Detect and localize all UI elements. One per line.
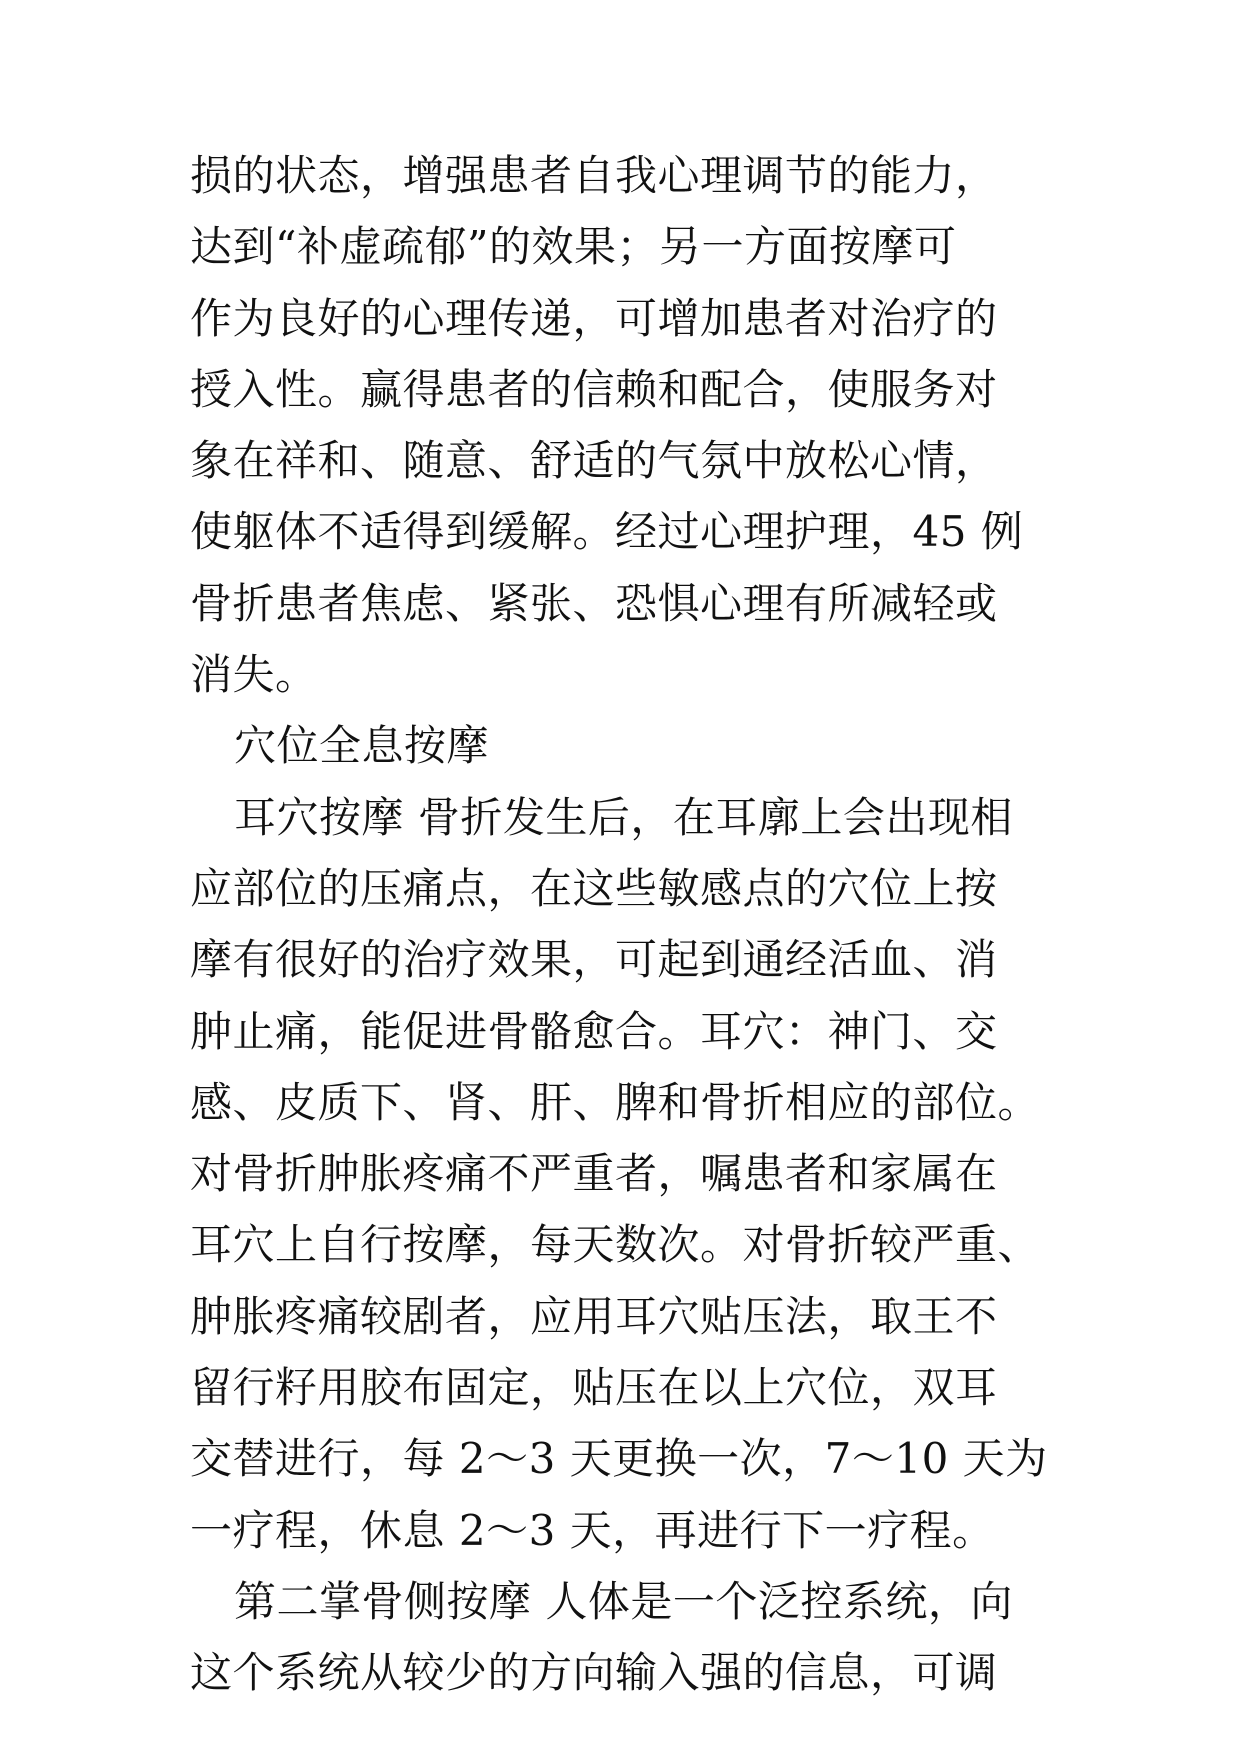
text-line: 交替进行，每 2～3 天更换一次，7～10 天为	[190, 1434, 1048, 1484]
text-line: 对骨折肿胀疼痛不严重者，嘱患者和家属在	[190, 1149, 998, 1199]
text-line: 达到“补虚疏郁”的效果；另一方面按摩可	[190, 222, 957, 272]
text-line: 摩有很好的治疗效果，可起到通经活血、消	[190, 935, 998, 985]
text-line: 一疗程，休息 2～3 天，再进行下一疗程。	[190, 1505, 995, 1555]
text-line: 消失。	[190, 650, 318, 700]
text-line: 象在祥和、随意、舒适的气氛中放松心情，	[190, 436, 998, 486]
text-line: 损的状态，增强患者自我心理调节的能力，	[190, 151, 998, 200]
body-text	[190, 140, 1070, 1709]
text-line: 肿胀疼痛较剧者，应用耳穴贴压法，取王不	[190, 1291, 998, 1341]
paragraph-start-line: 第二掌骨侧按摩 人体是一个泛控系统，向	[234, 1576, 1013, 1626]
text-line: 这个系统从较少的方向输入强的信息，可调	[190, 1648, 998, 1698]
text-line: 耳穴上自行按摩，每天数次。对骨折较严重、	[190, 1220, 1041, 1270]
text-line: 感、皮质下、肾、肝、脾和骨折相应的部位。	[190, 1077, 1041, 1127]
text-line: 留行籽用胶布固定，贴压在以上穴位，双耳	[190, 1363, 998, 1413]
text-line: 骨折患者焦虑、紧张、恐惧心理有所减轻或	[190, 578, 998, 628]
text-line: 肿止痛，能促进骨骼愈合。耳穴：神门、交	[190, 1006, 998, 1056]
paragraph-start-line: 穴位全息按摩	[234, 721, 490, 771]
text-line: 授入性。赢得患者的信赖和配合，使服务对	[190, 364, 998, 414]
text-line: 使躯体不适得到缓解。经过心理护理，45 例	[190, 507, 1024, 557]
paragraph-start-line: 耳穴按摩 骨折发生后，在耳廓上会出现相	[234, 792, 1013, 842]
text-line: 应部位的压痛点，在这些敏感点的穴位上按	[190, 863, 998, 913]
text-line: 作为良好的心理传递，可增加患者对治疗的	[190, 293, 998, 343]
